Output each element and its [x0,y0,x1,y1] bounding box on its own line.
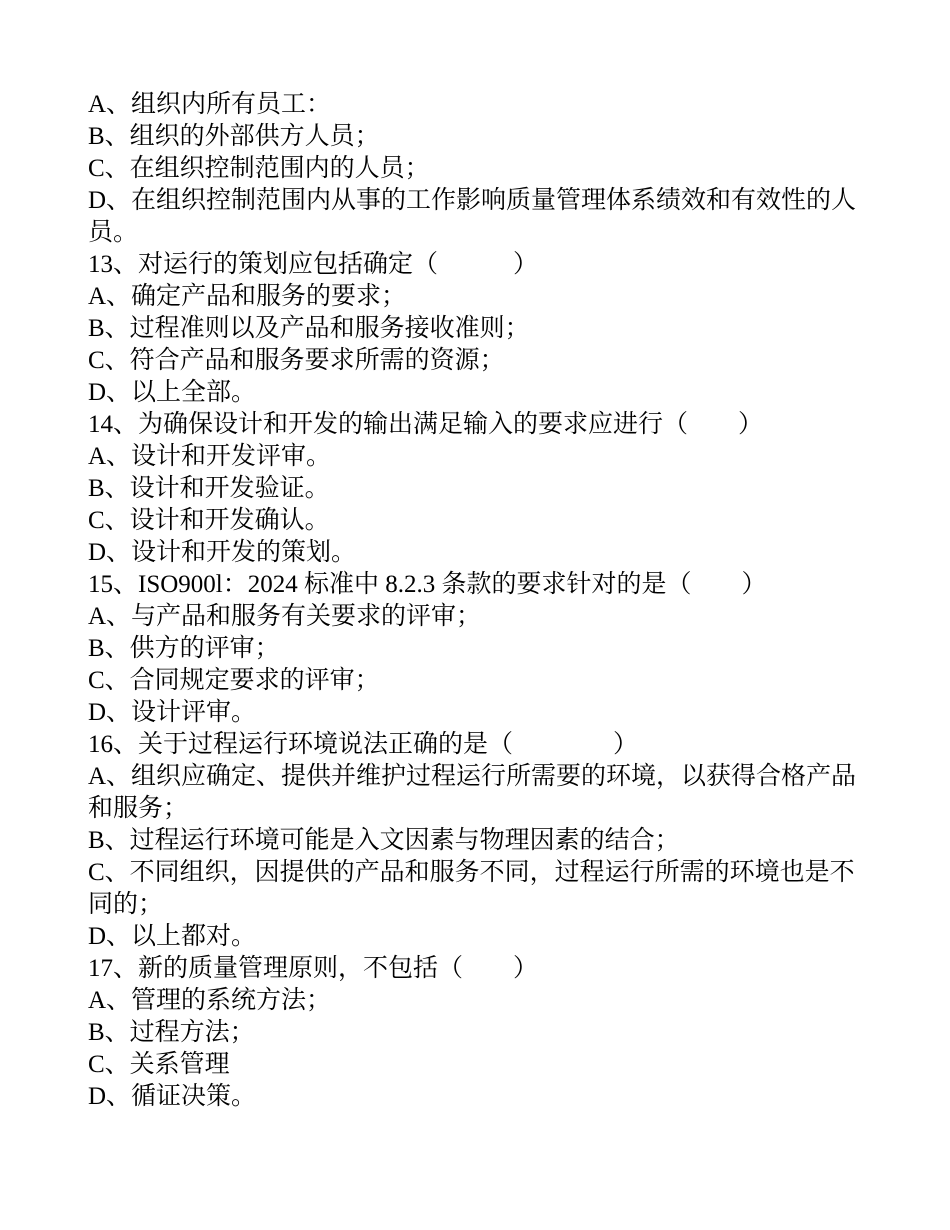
option-line: B、设计和开发验证。 [88,475,330,502]
option-line: A、组织内所有员工： [88,91,332,118]
option-line: B、组织的外部供方人员； [88,123,380,150]
question-17: 17、新的质量管理原则，不包括（ ） [88,955,539,982]
option-line: A、确定产品和服务的要求； [88,283,407,310]
option-line: D、以上全部。 [88,379,257,406]
option-line: D、循证决策。 [88,1083,257,1110]
option-line: C、合同规定要求的评审； [88,667,380,694]
option-line: C、在组织控制范围内的人员； [88,155,430,182]
option-line: B、过程准则以及产品和服务接收准则； [88,315,530,342]
option-line: B、供方的评审； [88,635,280,662]
option-line: B、过程方法； [88,1019,255,1046]
option-line: A、组织应确定、提供并维护过程运行所需要的环境，以获得合格产品和服务； [88,763,857,822]
option-line: D、以上都对。 [88,923,257,950]
option-line: D、在组织控制范围内从事的工作影响质量管理体系绩效和有效性的人员。 [88,187,857,246]
question-14: 14、为确保设计和开发的输出满足输入的要求应进行（ ） [88,411,764,438]
question-13: 13、对运行的策划应包括确定（ ） [88,251,539,278]
option-line: D、设计评审。 [88,699,257,726]
document-page [88,89,878,1113]
option-line: C、不同组织，因提供的产品和服务不同，过程运行所需的环境也是不同的； [88,859,855,918]
option-line: B、过程运行环境可能是入文因素与物理因素的结合； [88,827,680,854]
option-line: D、设计和开发的策划。 [88,539,357,566]
option-line: A、管理的系统方法； [88,987,332,1014]
option-line: A、与产品和服务有关要求的评审； [88,603,482,630]
option-line: A、设计和开发评审。 [88,443,332,470]
question-16: 16、关于过程运行环境说法正确的是（ ） [88,731,639,758]
option-line: C、设计和开发确认。 [88,507,330,534]
option-line: C、符合产品和服务要求所需的资源； [88,347,505,374]
question-15: 15、ISO900l：2024 标准中 8.2.3 条款的要求针对的是（ ） [88,571,767,598]
option-line: C、关系管理 [88,1051,230,1078]
